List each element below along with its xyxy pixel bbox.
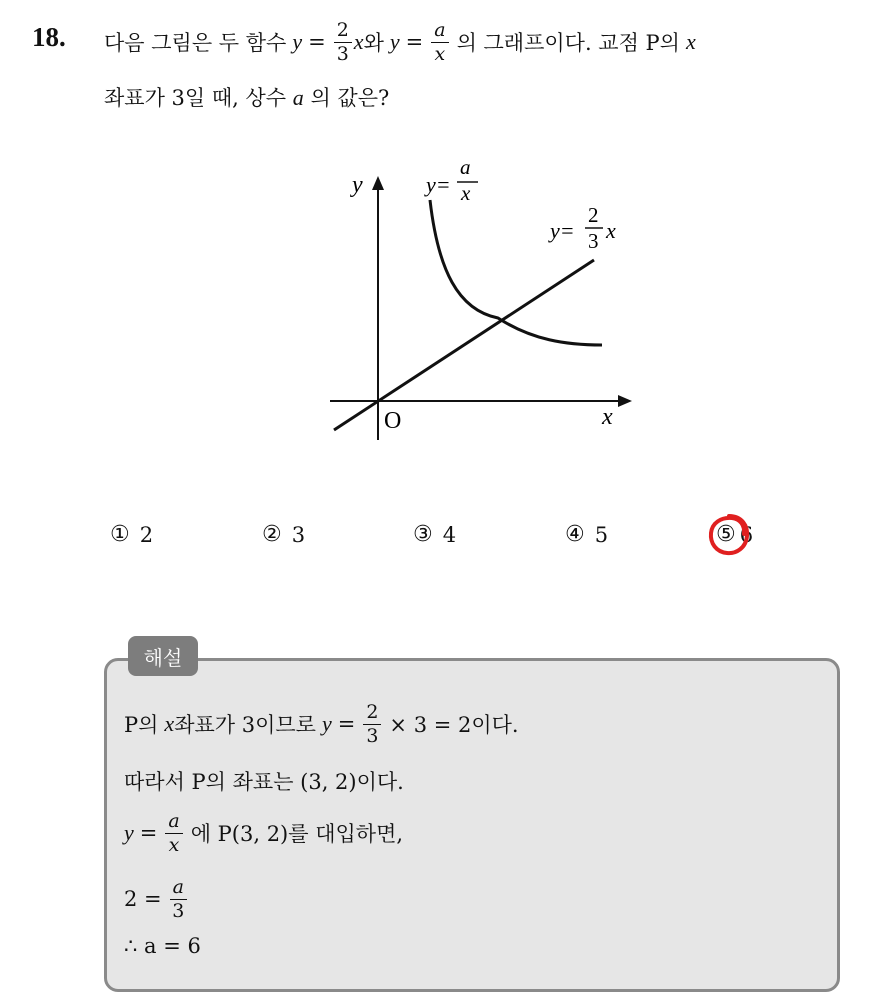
choice-1-mark: ① — [110, 522, 130, 547]
origin-label: O — [384, 408, 402, 434]
choice-2-value: 3 — [291, 522, 306, 547]
y-axis-arrow-icon — [372, 176, 384, 190]
choice-1-value: 2 — [139, 522, 154, 547]
line-label-y: y= — [550, 218, 575, 243]
choice-4[interactable] — [565, 522, 608, 547]
var-x: x — [164, 711, 175, 736]
line-label-x: x — [606, 218, 616, 243]
line-label-3: 3 — [588, 229, 599, 253]
equals-sign: = — [337, 712, 356, 736]
choice-5-mark: ⑤ — [716, 522, 736, 547]
solution-line-5 — [124, 934, 201, 958]
solution-line-3 — [124, 804, 403, 862]
choice-2[interactable] — [262, 522, 305, 547]
var-y: y — [389, 29, 400, 54]
solution-text-1b: 좌표가 3이므로 — [174, 713, 316, 737]
var-y: y — [321, 711, 332, 736]
question-text-1: 다음 그림은 두 함수 — [104, 31, 287, 55]
equals-sign: = — [139, 821, 158, 845]
question-text-2: 와 — [363, 31, 384, 55]
solution-fraction-a-over-3: $\frac{a}{3}$ — [170, 878, 187, 921]
solution-text-5: ∴ a = 6 — [124, 934, 201, 958]
solution-line-4 — [124, 870, 189, 928]
selected-answer-circle-icon — [704, 510, 754, 560]
var-a: a — [292, 85, 304, 110]
question-text-5: 의 값은? — [310, 86, 390, 110]
solution-line-1 — [124, 696, 519, 752]
question-text-3: 의 그래프이다. 교점 P의 — [456, 31, 680, 55]
choice-3-mark: ③ — [413, 522, 433, 547]
equals-sign: = — [308, 30, 326, 54]
question-line-2 — [104, 82, 389, 112]
line-y-two-thirds-x — [334, 260, 594, 430]
var-y: y — [124, 820, 134, 845]
choice-3[interactable] — [413, 522, 456, 547]
solution-text-1a: P의 — [124, 713, 159, 737]
curve-label-x: x — [461, 181, 471, 205]
fraction-two-thirds: $\frac{2}{3}$ — [334, 21, 352, 64]
choice-4-value: 5 — [594, 522, 609, 547]
choice-5-value: 6 — [739, 522, 754, 547]
line-label-2: 2 — [588, 203, 599, 227]
solution-text-2: 따라서 P의 좌표는 (3, 2)이다. — [124, 770, 404, 794]
question-line-1 — [104, 14, 696, 70]
choice-1[interactable] — [110, 522, 153, 547]
solution-text-1c: × 3 = 2이다. — [389, 713, 519, 737]
solution-fraction-two-thirds: $\frac{2}{3}$ — [363, 703, 381, 746]
question-text-4: 좌표가 3일 때, 상수 — [104, 86, 287, 110]
solution-line-2 — [124, 766, 404, 796]
curve-label-a: a — [460, 160, 471, 179]
choice-3-value: 4 — [442, 522, 457, 547]
solution-text-4: 2 = — [124, 887, 162, 911]
equals-sign: = — [405, 30, 424, 54]
solution-text-3: 에 P(3, 2)를 대입하면, — [190, 822, 404, 846]
solution-tag: 해설 — [128, 636, 198, 676]
y-axis-label: y — [352, 172, 363, 198]
x-axis-arrow-icon — [618, 395, 632, 407]
var-y: y — [292, 29, 303, 54]
curve-label-y: y= — [426, 172, 451, 197]
question-number: 18. — [32, 22, 66, 52]
solution-fraction-a-over-x: $\frac{a}{x}$ — [165, 812, 182, 855]
var-x: x — [353, 29, 364, 54]
choice-4-mark: ④ — [565, 522, 585, 547]
var-x: x — [685, 29, 696, 54]
fraction-a-over-x: $\frac{a}{x}$ — [431, 21, 448, 64]
function-graph — [310, 160, 650, 450]
x-axis-label: x — [602, 404, 613, 430]
choice-2-mark: ② — [262, 522, 282, 547]
